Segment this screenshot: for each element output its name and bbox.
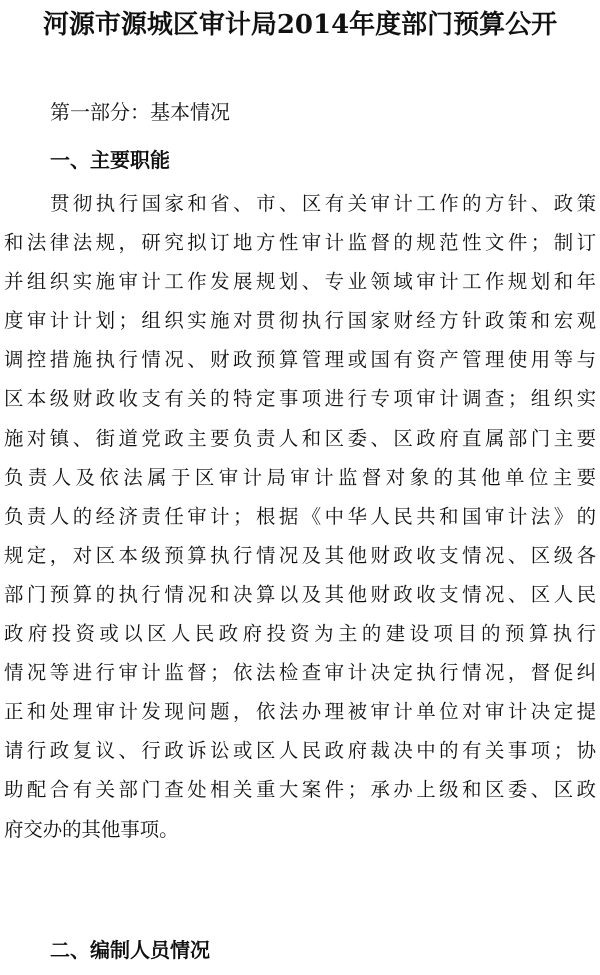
- document-title: 河源市源城区审计局2014年度部门预算公开: [42, 10, 558, 40]
- paragraph-line: 负责人的经济责任审计；根据《中华人民共和国审计法》的: [4, 504, 596, 528]
- paragraph-line: 并组织实施审计工作发展规划、专业领域审计工作规划和年: [4, 270, 596, 294]
- paragraph-line: 规定，对区本级预算执行情况及其他财政收支情况、区级各: [4, 543, 596, 567]
- paragraph-line: 区本级财政收支有关的特定事项进行专项审计调查；组织实: [4, 387, 596, 411]
- paragraph-line: 府交办的其他事项。: [4, 817, 179, 841]
- paragraph-line: 负责人及依法属于区审计局审计监督对象的其他单位主要: [4, 465, 596, 489]
- paragraph-line: 部门预算的执行情况和决算以及其他财政收支情况、区人民: [4, 582, 596, 606]
- paragraph-line: 政府投资或以区人民政府投资为主的建设项目的预算执行: [4, 622, 596, 646]
- paragraph-line: 调控措施执行情况、财政预算管理或国有资产管理使用等与: [4, 348, 596, 372]
- section-heading-functions: 一、主要职能: [50, 148, 170, 172]
- paragraph-line: 贯彻执行国家和省、市、区有关审计工作的方针、政策: [50, 192, 596, 215]
- paragraph-line: 正和处理审计发现问题，依法办理被审计单位对审计决定提: [4, 700, 596, 724]
- part-heading: 第一部分：基本情况: [50, 100, 230, 124]
- paragraph-line: 助配合有关部门查处相关重大案件；承办上级和区委、区政: [4, 778, 596, 802]
- functions-paragraph: [4, 184, 596, 849]
- paragraph-line: 情况等进行审计监督；依法检查审计决定执行情况，督促纠: [4, 661, 596, 685]
- paragraph-line: 度审计计划；组织实施对贯彻执行国家财经方针政策和宏观: [4, 309, 596, 333]
- paragraph-line: 和法律法规，研究拟订地方性审计监督的规范性文件；制订: [4, 231, 596, 255]
- section-heading-staffing: 二、编制人员情况: [50, 938, 210, 962]
- paragraph-line: 施对镇、街道党政主要负责人和区委、区政府直属部门主要: [4, 426, 596, 450]
- paragraph-line: 请行政复议、行政诉讼或区人民政府裁决中的有关事项；协: [4, 739, 596, 763]
